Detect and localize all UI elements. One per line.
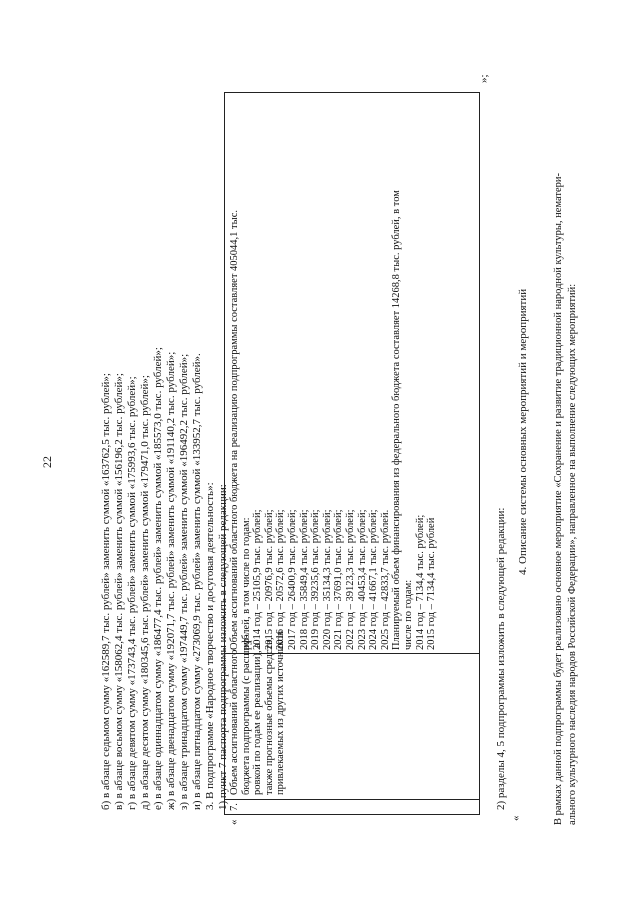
left-cell-line: Объем ассигнований областного: [229, 649, 240, 795]
right-cell-line: 2016 год – 20572,6 тыс. рублей;: [275, 509, 287, 650]
open-quote-2: «: [510, 815, 522, 821]
paragraph-line: В рамках данной подпрограммы будет реализовано основное мероприятие «Сохранение и развитие традиционной народной культуры, нематери-: [553, 172, 564, 825]
right-cell-line: 2015 год – 7134,4 тыс. рублей: [426, 517, 438, 650]
item-2: 2) разделы 4, 5 подпрограммы изложить в следующей редакции:: [495, 507, 507, 810]
section-heading: 3. В подпрограмме «Народное творчество и досуговая деятельность»:: [204, 482, 216, 810]
item-1: 1) пункт 7 паспорта подпрограммы изложить в следующей редакции:: [217, 484, 229, 810]
right-cell-line: Планируемый объем финансирования из федерального бюджета составляет 14268,8 тыс. рублей, в том: [391, 190, 403, 650]
right-cell-line: 2020 год – 35134,3 тыс. рублей;: [321, 509, 333, 650]
amendment-line: ж) в абзаце двенадцатом сумму «192071,7 тыс. рублей» заменить суммой «191140,2 тыс. рублей»;: [165, 351, 177, 810]
right-cell-line: 2014 год – 25105,9 тыс. рублей;: [252, 509, 264, 650]
page-number: 22: [40, 456, 54, 468]
right-cell-line: 2025 год – 42833,7 тыс. рублей.: [379, 509, 391, 650]
right-cell-line: 2017 год – 26400,9 тыс. рублей;: [287, 509, 298, 650]
close-quote: »;: [478, 74, 490, 83]
right-cell-line: 2018 год – 35849,4 тыс. рублей;: [298, 509, 310, 650]
right-cell-line: рублей, в том числе по годам:: [240, 517, 252, 650]
amendment-line: д) в абзаце десятом сумму «180345,6 тыс. рублей» заменить суммой «179471,0 тыс. рублей»;: [139, 375, 151, 810]
section-4-title: 4. Описание системы основных мероприятий и мероприятий: [517, 288, 529, 575]
left-cell-line: бюджета подпрограммы (с расшиф-: [240, 634, 252, 795]
left-cell-line: ровкой по годам ее реализации), а: [252, 643, 264, 795]
row-number: 7.: [229, 803, 240, 811]
open-quote: «: [228, 819, 240, 825]
right-cell-line: 2023 год – 40453,4 тыс. рублей;: [356, 509, 368, 650]
amendment-line: и) в абзаце пятнадцатом сумму «273069,9 тыс. рублей» заменить суммой «133952,7 тыс. рублей».: [191, 353, 203, 810]
right-cell-line: 2014 год – 7134,4 тыс. рублей;: [414, 514, 426, 650]
amendment-line: г) в абзаце девятом сумму «173743,4 тыс. рублей» заменить суммой «175993,6 тыс. рублей»;: [126, 376, 138, 810]
amendment-line: з) в абзаце тринадцатом сумму «197449,7 тыс. рублей» заменить суммой «196492,2 тыс. рублей»;: [178, 353, 190, 810]
left-cell-line: привлекаемых из других источников: [275, 631, 287, 795]
right-cell-line: 2015 год – 20976,9 тыс. рублей;: [263, 509, 275, 650]
amendment-line: е) в абзаце одиннадцатом сумму «186477,4 тыс. рублей» заменить суммой «185573,0 тыс. рублей»;: [152, 347, 164, 810]
right-cell-line: 2019 год – 39235,6 тыс. рублей;: [310, 509, 322, 650]
table-divider: [225, 799, 479, 800]
left-cell-line: также прогнозные объемы средств,: [263, 637, 275, 795]
paragraph-line: ального культурного наследия народов Российской Федерации», направленное на выполнение следующих мероприятий:: [567, 283, 578, 825]
amendment-line: б) в абзаце седьмом сумму «162589,7 тыс. рублей» заменить суммой «163762,5 тыс. рублей»;: [100, 373, 112, 810]
right-cell-line: числе по годам:: [403, 579, 414, 650]
right-cell-line: 2021 год – 37691,0 тыс. рублей;: [333, 509, 345, 650]
right-cell-line: 2022 год – 39123,3 тыс. рублей;: [345, 509, 356, 650]
right-cell-line: 2024 год – 41667,1 тыс. рублей;: [368, 509, 380, 650]
right-cell-line: Объем ассигнований областного бюджета на реализацию подпрограммы составляет 405044,1 тыс.: [229, 210, 240, 650]
passport-table: [224, 92, 480, 815]
amendment-line: в) в абзаце восьмом сумму «158062,4 тыс. рублей» заменить суммой «156196,2 тыс. рублей»;: [113, 373, 125, 810]
